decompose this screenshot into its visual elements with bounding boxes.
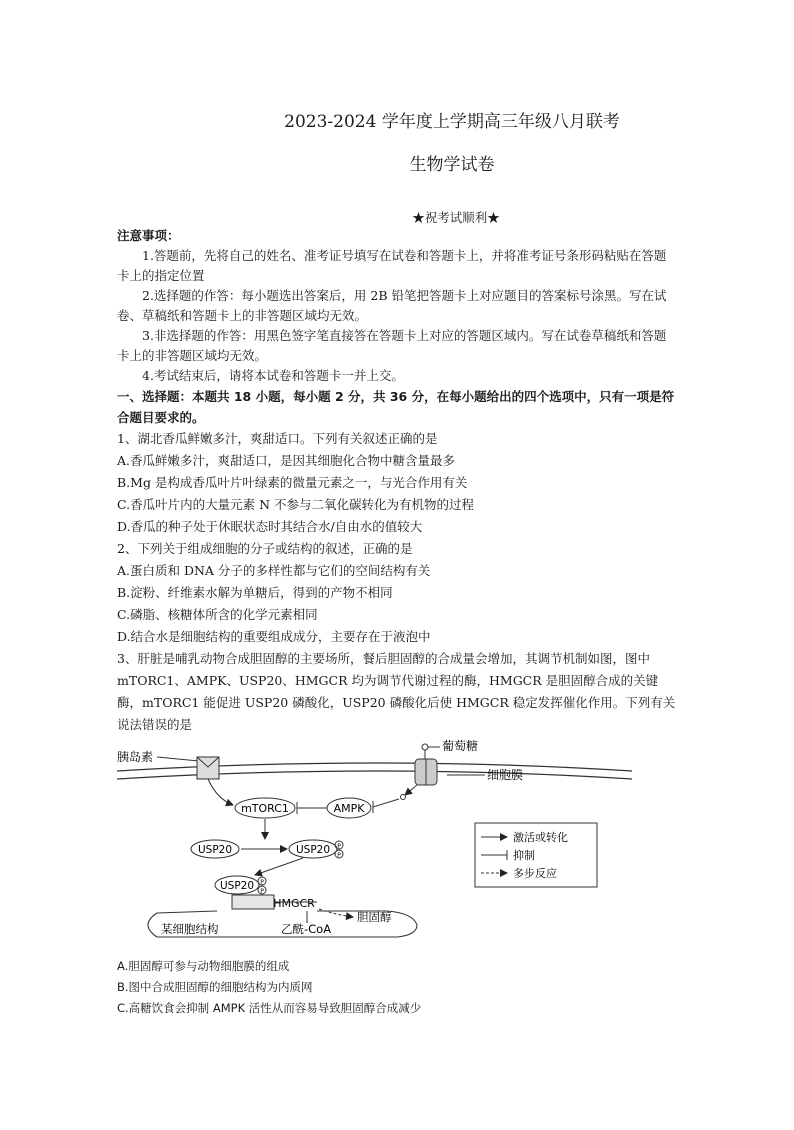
ampk-label: AMPK <box>333 802 365 815</box>
membrane-label: 细胞膜 <box>487 768 524 782</box>
membrane-inner-line <box>117 771 632 779</box>
phosphate-label: P <box>337 843 341 850</box>
question-1-option-c: C.香瓜叶片内的大量元素 N 不参与二氧化碳转化为有机物的过程 <box>117 497 474 512</box>
question-1-option-d: D.香瓜的种子处于休眠状态时其结合水/自由水的值较大 <box>117 519 423 534</box>
hmgcr-label: HMGCR <box>273 897 315 910</box>
insulin-label: 胰岛素 <box>117 750 154 764</box>
question-2-option-c: C.磷脂、核糖体所含的化学元素相同 <box>117 607 318 622</box>
usp20-label: USP20 <box>197 844 233 856</box>
exam-subject: 生物学试卷 <box>409 155 495 175</box>
exam-body <box>117 226 677 736</box>
mtorc1-label: mTORC1 <box>241 802 289 815</box>
legend-activate: 激活或转化 <box>513 831 568 844</box>
question-1-option-a: A.香瓜鲜嫩多汁，爽甜适口，是因其细胞化合物中糖含量最多 <box>117 453 456 468</box>
question-3-option-b: B.图中合成胆固醇的细胞结构为内质网 <box>117 980 313 994</box>
notice-item: 3.非选择题的作答：用黑色签字笔直接答在答题卡上对应的答题区域内。写在试卷草稿纸和答题卡上的非答题区域均无效。 <box>117 328 667 363</box>
question-3-options <box>117 956 421 1019</box>
question-2-option-a: A.蛋白质和 DNA 分子的多样性都与它们的空间结构有关 <box>117 563 431 578</box>
phosphate-label: P <box>337 852 341 859</box>
acetyl-coa-label: 乙酰-CoA <box>281 922 332 936</box>
phosphate-label: P <box>260 879 264 886</box>
exam-title: 2023-2024 学年度上学期高三年级八月联考 <box>284 112 620 132</box>
question-2-stem: 2、下列关于组成细胞的分子或结构的叙述，正确的是 <box>117 541 413 556</box>
question-1-stem: 1、湖北香瓜鲜嫩多汁，爽甜适口。下列有关叙述正确的是 <box>117 431 438 446</box>
notice-item: 1.答题前，先将自己的姓名、准考证号填写在试卷和答题卡上，并将准考证号条形码粘贴在答题卡上的指定位置 <box>117 248 667 283</box>
question-2-option-b: B.淀粉、纤维素水解为单糖后，得到的产物不相同 <box>117 585 393 600</box>
cholesterol-regulation-diagram <box>117 735 637 955</box>
good-luck-line: ★祝考试顺利★ <box>412 210 500 225</box>
phosphate-label: P <box>260 888 264 895</box>
notice-item: 4.考试结束后，请将本试卷和答题卡一并上交。 <box>142 368 404 383</box>
membrane-outer-line <box>117 763 632 771</box>
insulin-receptor-icon <box>197 757 219 779</box>
organelle-label: 某细胞结构 <box>161 922 219 936</box>
hmgcr-block <box>232 895 274 909</box>
legend-multistep: 多步反应 <box>513 867 557 880</box>
question-3-option-a: A.胆固醇可参与动物细胞膜的组成 <box>117 959 290 973</box>
glucose-label: 葡萄糖 <box>442 739 479 753</box>
notice-heading: 注意事项： <box>117 228 180 243</box>
question-2-option-d: D.结合水是细胞结构的重要组成成分，主要存在于液泡中 <box>117 629 431 644</box>
legend-inhibit: 抑制 <box>513 849 535 862</box>
section-heading: 一、选择题：本题共 18 小题，每小题 2 分，共 36 分，在每小题给出的四个选项中，只有一项是符合题目要求的。 <box>117 389 675 425</box>
question-3-option-c: C.高糖饮食会抑制 AMPK 活性从而容易导致胆固醇合成减少 <box>117 1001 422 1015</box>
question-3-stem: 3、肝脏是哺乳动物合成胆固醇的主要场所，餐后胆固醇的合成量会增加，其调节机制如图，图中 mTORC1、AMPK、USP20、HMGCR 均为调节代谢过程的酶，HMGCR 是胆固醇合成的关键酶，mTORC1 能促进 USP20 磷酸化，USP20 磷酸化后使 HMGCR 稳定发挥催化作用。下列有关说法错误的是 <box>117 651 676 732</box>
cholesterol-label: 胆固醇 <box>357 910 392 924</box>
glucose-transporter-icon <box>415 759 437 785</box>
usp20-bound-label: USP20 <box>219 880 255 892</box>
usp20-phosphorylated-label: USP20 <box>295 844 331 856</box>
notice-item: 2.选择题的作答：每小题选出答案后，用 2B 铅笔把答题卡上对应题目的答案标号涂黑。写在试卷、草稿纸和答题卡上的非答题区域均无效。 <box>117 288 667 323</box>
question-1-option-b: B.Mg 是构成香瓜叶片叶绿素的微量元素之一，与光合作用有关 <box>117 475 468 490</box>
